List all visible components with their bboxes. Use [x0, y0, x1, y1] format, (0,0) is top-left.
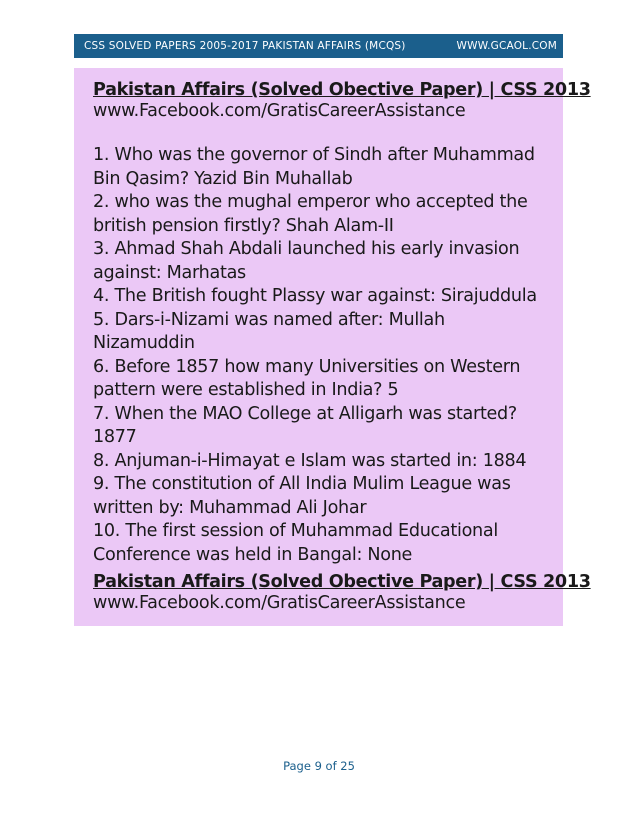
question-list — [93, 144, 553, 567]
question-line: 3. Ahmad Shah Abdali launched his early invasion — [93, 239, 520, 259]
question-line: 2. who was the mughal emperor who accepted the — [93, 192, 528, 212]
quiz-image-box — [74, 68, 591, 626]
question-line: Nizamuddin — [93, 333, 195, 353]
footer-credits — [93, 572, 591, 614]
question-line: Conference was held in Bangal: None — [93, 544, 413, 565]
question-line: 1. Who was the governor of Sindh after Muhammad — [93, 145, 535, 165]
paper-title: Pakistan Affairs (Solved Obective Paper) | CSS 2013 — [93, 80, 591, 100]
footer-title: Pakistan Affairs (Solved Obective Paper) | CSS 2013 — [93, 572, 591, 592]
footer-facebook-link: www.Facebook.com/GratisCareerAssistance — [93, 593, 466, 613]
header-website: WWW.GCAOL.COM — [456, 40, 557, 52]
question-line: against: Marhatas — [93, 262, 246, 283]
page-header — [74, 34, 563, 58]
question-line: 9. The constitution of All India Mulim League was — [93, 474, 511, 494]
question-line: 8. Anjuman-i-Himayat e Islam was started in: 1884 — [93, 450, 527, 471]
question-line: 6. Before 1857 how many Universities on Western — [93, 356, 521, 377]
question-line: 10. The first session of Muhammad Educational — [93, 521, 498, 541]
question-line: 7. When the MAO College at Alligarh was started? — [93, 403, 517, 424]
facebook-link: www.Facebook.com/GratisCareerAssistance — [93, 101, 466, 121]
question-line: written by: Muhammad Ali Johar — [93, 497, 367, 518]
question-line: 5. Dars-i-Nizami was named after: Mullah — [93, 309, 445, 330]
page-number: Page 9 of 25 — [283, 759, 355, 773]
question-line: 1877 — [93, 427, 137, 447]
question-line: 4. The British fought Plassy war against: Sirajuddula — [93, 286, 537, 306]
question-line: pattern were established in India? 5 — [93, 380, 399, 400]
question-line: Bin Qasim? Yazid Bin Muhallab — [93, 168, 353, 189]
header-title: CSS SOLVED PAPERS 2005-2017 PAKISTAN AFFAIRS (MCQS) — [84, 40, 406, 52]
question-line: british pension firstly? Shah Alam-II — [93, 215, 394, 236]
